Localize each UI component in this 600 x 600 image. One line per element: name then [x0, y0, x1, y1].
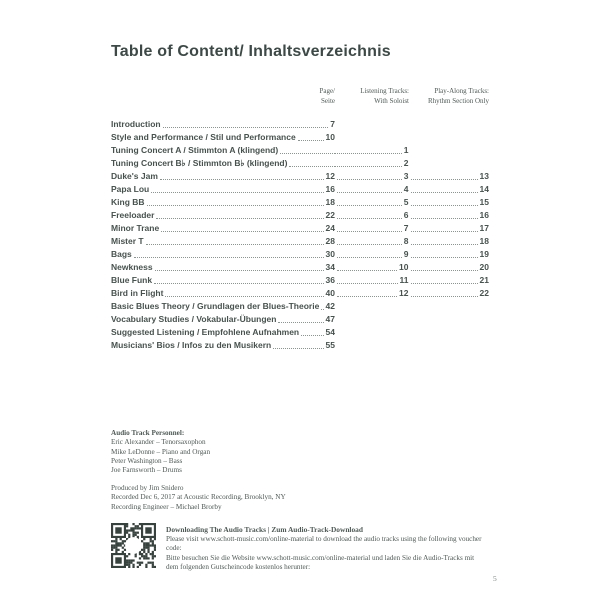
toc-row	[111, 169, 489, 182]
toc-entry-listening-track: 3	[403, 171, 409, 181]
toc-entry-label: Tuning Concert B♭ / Stimmton B♭ (klingend)	[111, 158, 288, 168]
toc-entry-listening-track: 12	[399, 288, 409, 298]
toc-entry-page-number: 18	[325, 197, 335, 207]
personnel-line: Joe Farnsworth – Drums	[111, 466, 182, 475]
toc-entry-label: Freeloader	[111, 210, 155, 220]
toc-entry-page-number: 55	[325, 340, 335, 350]
leader-dots	[337, 218, 402, 219]
qr-code-icon	[111, 523, 156, 568]
column-header-listening-tracks	[360, 87, 409, 106]
leader-dots	[337, 296, 397, 297]
column-header-page-line1: Page/	[319, 87, 335, 95]
page-title: Table of Content/ Inhaltsverzeichnis	[111, 43, 391, 60]
leader-dots	[337, 179, 402, 180]
leader-dots	[411, 257, 478, 258]
leader-dots	[160, 179, 324, 180]
toc-row	[111, 195, 489, 208]
leader-dots	[335, 153, 402, 154]
toc-entry-label: Tuning Concert A / Stimmton A (klingend)	[111, 145, 279, 155]
toc-entry-label: Introduction	[111, 119, 161, 129]
download-text	[166, 525, 488, 572]
leader-dots	[411, 205, 478, 206]
leader-dots	[165, 296, 323, 297]
toc-entry-page-number: 36	[325, 275, 335, 285]
leader-dots	[411, 192, 478, 193]
leader-dots	[289, 166, 335, 167]
leader-dots	[411, 270, 478, 271]
column-header-listening-line2: With Soloist	[374, 96, 409, 105]
toc-entry-page-number: 30	[325, 249, 335, 259]
toc-entry-page-number: 16	[325, 184, 335, 194]
toc-entry-label: Bags	[111, 249, 132, 259]
toc-entry-page-number: 40	[325, 288, 335, 298]
toc-entry-label: Musicians' Bios / Infos zu den Musikern	[111, 340, 272, 350]
column-header-listening-line1: Listening Tracks:	[360, 87, 409, 95]
toc-entry-label: King BB	[111, 197, 145, 207]
toc-row	[111, 325, 489, 338]
toc-row	[111, 117, 489, 130]
toc-entry-page-number: 47	[325, 314, 335, 324]
leader-dots	[337, 231, 402, 232]
personnel-heading: Audio Track Personnel:	[111, 429, 185, 437]
leader-dots	[335, 166, 402, 167]
toc-entry-listening-track: 5	[403, 197, 409, 207]
toc-entry-playalong-track: 21	[479, 275, 489, 285]
personnel-line: Mike LeDonne – Piano and Organ	[111, 447, 211, 456]
leader-dots	[154, 283, 323, 284]
toc-row	[111, 182, 489, 195]
toc-row	[111, 221, 489, 234]
leader-dots	[321, 309, 323, 310]
toc-entry-playalong-track: 19	[479, 249, 489, 259]
production-line: Produced by Jim Snidero	[111, 484, 184, 492]
page-number: 5	[493, 574, 497, 583]
leader-dots	[147, 205, 324, 206]
toc-entry-playalong-track: 14	[479, 184, 489, 194]
leader-dots	[337, 257, 402, 258]
toc-entry-page-number: 7	[330, 119, 335, 129]
toc-entry-listening-track: 10	[399, 262, 409, 272]
toc-row	[111, 299, 489, 312]
leader-dots	[411, 296, 478, 297]
leader-dots	[337, 283, 398, 284]
toc-entry-playalong-track: 18	[479, 236, 489, 246]
toc-row	[111, 247, 489, 260]
toc-entry-playalong-track: 16	[479, 210, 489, 220]
toc-entry-page-number: 10	[325, 132, 335, 142]
download-section	[111, 523, 488, 572]
toc-entry-listening-track: 6	[403, 210, 409, 220]
leader-dots	[161, 231, 323, 232]
leader-dots	[298, 140, 324, 141]
toc-entry-label: Suggested Listening / Empfohlene Aufnahmen	[111, 327, 300, 337]
leader-dots	[278, 322, 323, 323]
toc-entry-page-number: 12	[325, 171, 335, 181]
toc-entry-page-number: 54	[325, 327, 335, 337]
toc-entry-label: Blue Funk	[111, 275, 153, 285]
toc-entry-playalong-track: 22	[479, 288, 489, 298]
toc-row	[111, 156, 489, 169]
personnel-line: Peter Washington – Bass	[111, 456, 183, 465]
toc-entry-label: Duke's Jam	[111, 171, 158, 181]
toc-list	[111, 117, 489, 351]
toc-row	[111, 273, 489, 286]
toc-entry-label: Style and Performance / Stil und Performance	[111, 132, 296, 142]
toc-entry-label: Minor Trane	[111, 223, 160, 233]
toc-entry-listening-track: 11	[399, 275, 409, 285]
toc-entry-label: Mister T	[111, 236, 144, 246]
column-header-playalong-tracks	[428, 87, 489, 106]
leader-dots	[411, 218, 478, 219]
toc-entry-playalong-track: 17	[479, 223, 489, 233]
leader-dots	[155, 270, 324, 271]
leader-dots	[411, 179, 478, 180]
production-line: Recording Engineer – Michael Brorby	[111, 502, 222, 511]
leader-dots	[337, 205, 402, 206]
toc-entry-listening-track: 1	[403, 145, 409, 155]
leader-dots	[151, 192, 323, 193]
toc-row	[111, 208, 489, 221]
toc-entry-listening-track: 8	[403, 236, 409, 246]
toc-entry-page-number: 24	[325, 223, 335, 233]
toc-row	[111, 286, 489, 299]
leader-dots	[280, 153, 335, 154]
column-header-page	[319, 87, 335, 106]
leader-dots	[411, 244, 478, 245]
toc-row	[111, 260, 489, 273]
leader-dots	[134, 257, 324, 258]
production-line: Recorded Dec 6, 2017 at Acoustic Recording, Brooklyn, NY	[111, 493, 286, 502]
leader-dots	[301, 335, 323, 336]
toc-entry-page-number: 34	[325, 262, 335, 272]
toc-entry-label: Basic Blues Theory / Grundlagen der Blues-Theorie	[111, 301, 320, 311]
toc-row	[111, 338, 489, 351]
leader-dots	[156, 218, 323, 219]
toc-entry-listening-track: 7	[403, 223, 409, 233]
leader-dots	[337, 270, 397, 271]
toc-entry-page-number: 42	[325, 301, 335, 311]
column-header-playalong-line1: Play-Along Tracks:	[434, 87, 489, 95]
toc-entry-listening-track: 2	[403, 158, 409, 168]
toc-entry-label: Newkness	[111, 262, 153, 272]
toc-row	[111, 312, 489, 325]
toc-entry-label: Vocabulary Studies / Vokabular-Übungen	[111, 314, 277, 324]
toc-entry-page-number: 22	[325, 210, 335, 220]
download-instructions-en: Please visit www.schott-music.com/online-material to download the audio tracks using the following voucher code:	[166, 535, 482, 553]
toc-entry-label: Bird in Flight	[111, 288, 164, 298]
leader-dots	[411, 283, 478, 284]
personnel-block	[111, 429, 210, 475]
toc-entry-listening-track: 4	[403, 184, 409, 194]
toc-entry-playalong-track: 13	[479, 171, 489, 181]
leader-dots	[163, 127, 329, 128]
toc-entry-page-number: 28	[325, 236, 335, 246]
toc-entry-listening-track: 9	[403, 249, 409, 259]
leader-dots	[273, 348, 323, 349]
toc-entry-label: Papa Lou	[111, 184, 150, 194]
download-instructions-de: Bitte besuchen Sie die Website www.schott-music.com/online-material und laden Sie die Audio-Tracks mit dem folgenden Gutscheincode kostenlos herunter:	[166, 553, 475, 571]
toc-entry-playalong-track: 20	[479, 262, 489, 272]
leader-dots	[411, 231, 478, 232]
column-header-playalong-line2: Rhythm Section Only	[427, 96, 489, 105]
download-heading: Downloading The Audio Tracks | Zum Audio-Track-Download	[166, 525, 363, 534]
toc-row	[111, 234, 489, 247]
personnel-line: Eric Alexander – Tenorsaxophon	[111, 438, 206, 447]
toc-row	[111, 143, 489, 156]
toc-row	[111, 130, 489, 143]
production-block	[111, 484, 286, 512]
leader-dots	[146, 244, 324, 245]
column-header-page-line2: Seite	[321, 96, 335, 105]
leader-dots	[337, 192, 402, 193]
toc-entry-playalong-track: 15	[479, 197, 489, 207]
leader-dots	[337, 244, 402, 245]
